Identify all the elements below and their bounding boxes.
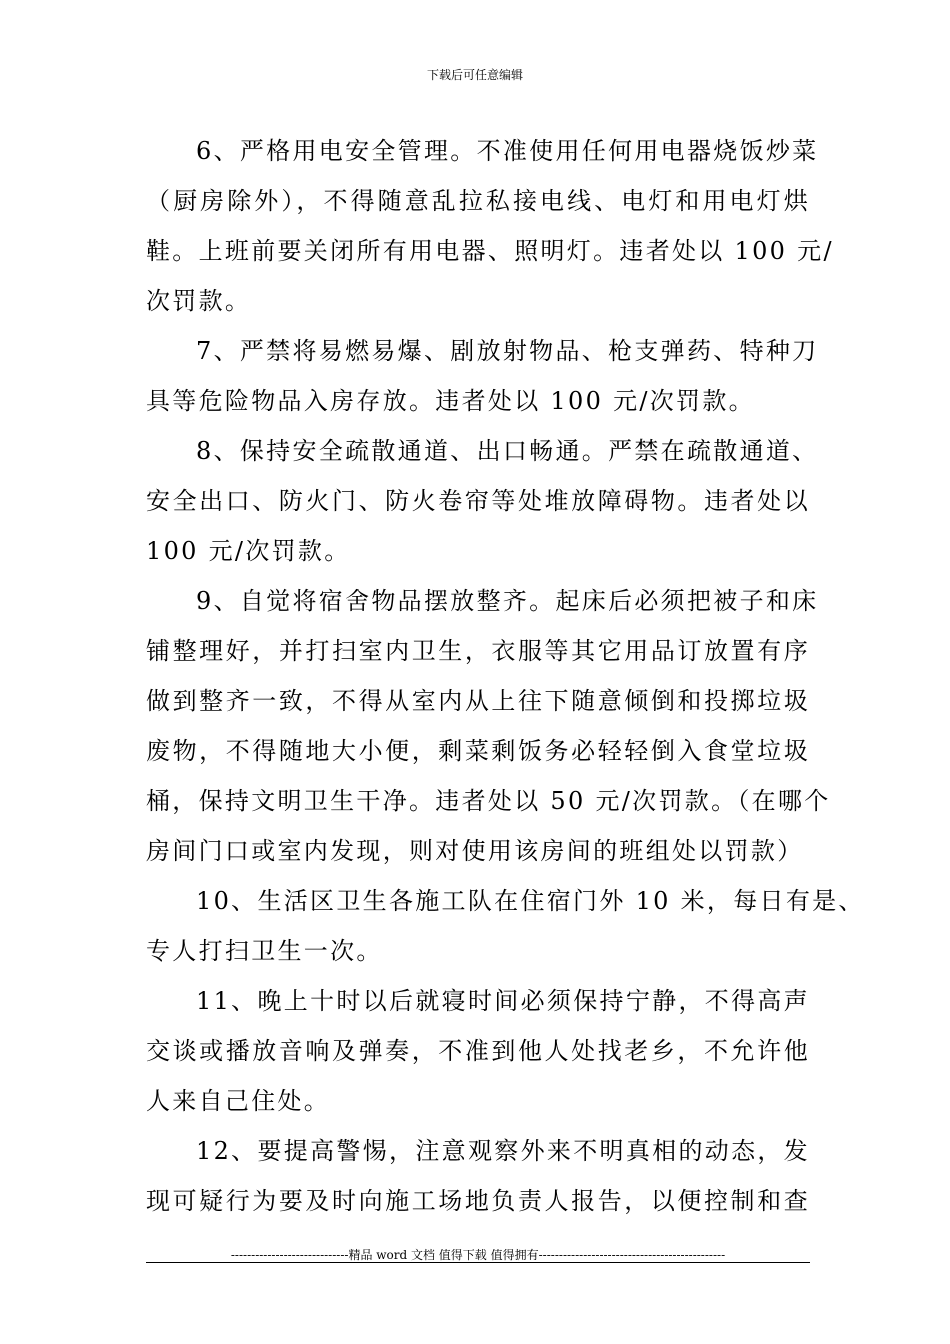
text-line: 现可疑行为要及时向施工场地负责人报告，以便控制和查 [146, 1187, 810, 1215]
text-line: 桶，保持文明卫生干净。违者处以 50 元/次罚款。（在哪个 [146, 787, 831, 815]
footer-divider [146, 1262, 810, 1263]
text-line: （厨房除外），不得随意乱拉私接电线、电灯和用电灯烘 [146, 187, 810, 215]
text-line: 人来自己住处。 [146, 1087, 331, 1115]
text-line: 6、严格用电安全管理。不准使用任何用电器烧饭炒菜 [196, 137, 819, 165]
footer-text: -----------------------------精品 word 文档 值得下载 值得拥有---------------------------------------------- [230, 1248, 726, 1262]
page-header: 下载后可任意编辑 [426, 68, 523, 82]
text-line: 具等危险物品入房存放。违者处以 100 元/次罚款。 [146, 387, 755, 415]
text-line: 废物，不得随地大小便，剩菜剩饭务必轻轻倒入食堂垃圾 [146, 737, 810, 765]
text-line: 铺整理好，并打扫室内卫生，衣服等其它用品订放置有序 [146, 637, 810, 665]
text-line: 7、严禁将易燃易爆、剧放射物品、枪支弹药、特种刀 [196, 337, 819, 365]
text-line: 8、保持安全疏散通道、出口畅通。严禁在疏散通道、 [196, 437, 819, 465]
text-line: 鞋。上班前要关闭所有用电器、照明灯。违者处以 100 元/ [146, 237, 834, 265]
text-line: 专人打扫卫生一次。 [146, 937, 383, 965]
text-line: 安全出口、防火门、防火卷帘等处堆放障碍物。违者处以 [146, 487, 810, 515]
text-line: 9、自觉将宿舍物品摆放整齐。起床后必须把被子和床 [196, 587, 819, 615]
text-line: 次罚款。 [146, 287, 252, 315]
text-line: 房间门口或室内发现，则对使用该房间的班组处以罚款） [146, 837, 804, 865]
text-line: 交谈或播放音响及弹奏，不准到他人处找老乡，不允许他 [146, 1037, 810, 1065]
text-line: 做到整齐一致，不得从室内从上往下随意倾倒和投掷垃圾 [146, 687, 810, 715]
text-line: 100 元/次罚款。 [146, 537, 351, 565]
text-line: 11、晚上十时以后就寝时间必须保持宁静，不得高声 [196, 987, 810, 1015]
text-line: 10、生活区卫生各施工队在住宿门外 10 米，每日有是、 [196, 887, 865, 915]
text-line: 12、要提高警惕，注意观察外来不明真相的动态，发 [196, 1137, 810, 1165]
